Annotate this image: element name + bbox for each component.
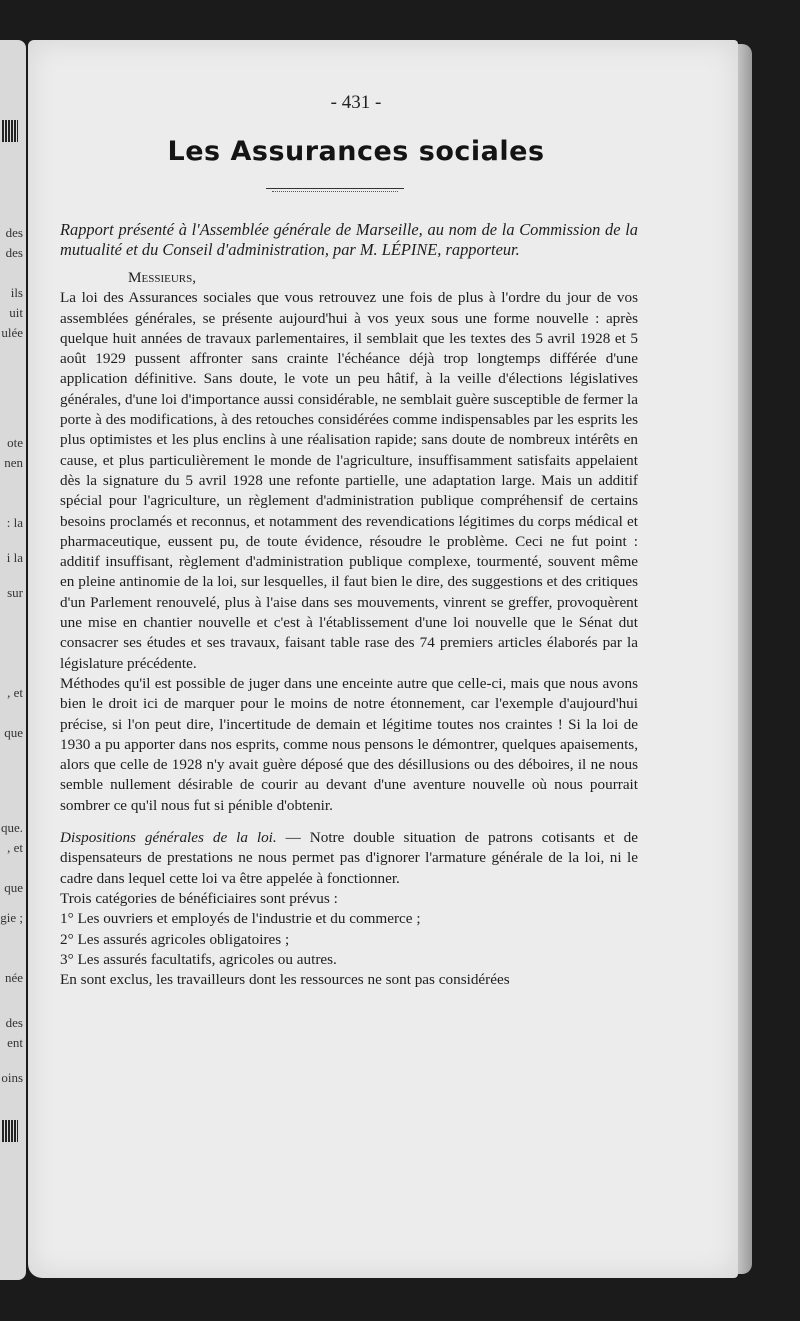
left-page-fragment: oins <box>1 1070 23 1085</box>
left-page-fragment: , et <box>7 685 23 700</box>
categories-intro: Trois catégories de bénéficiaires sont prévus : <box>60 889 338 907</box>
left-page-fragment: sur <box>7 585 23 600</box>
title-rule-dotted <box>272 191 398 192</box>
last-line: En sont exclus, les travailleurs dont les ressources ne sont pas considérées <box>60 971 510 989</box>
body-text <box>60 220 638 990</box>
left-page-fragment: ote <box>7 435 23 450</box>
left-page-fragment: que <box>4 725 23 740</box>
page-title: Les Assurances sociales <box>167 136 545 167</box>
printer-mark <box>2 1120 18 1142</box>
adjacent-page-edge <box>0 40 26 1280</box>
left-page-fragment: née <box>4 970 23 985</box>
title-rule <box>266 188 404 189</box>
left-page-fragment: : la <box>6 515 23 530</box>
left-page-fragment: des <box>5 225 23 240</box>
page-number: - 431 - <box>330 92 382 113</box>
left-page-fragment: ils <box>10 285 23 300</box>
left-page-fragment: que <box>4 880 23 895</box>
left-page-fragment: que. <box>0 820 23 835</box>
left-page-fragment: gie ; <box>0 910 23 925</box>
left-page-fragment: ent <box>7 1035 23 1050</box>
left-page-fragment: des <box>5 245 23 260</box>
printer-mark <box>2 120 18 142</box>
salutation: Messieurs, <box>128 269 197 286</box>
paragraph-2: Méthodes qu'il est possible de juger dans une enceinte autre que celle-ci, mais que nous avons bien le droit ici de marquer pour le moins de notre étonnement, car l'exemple d'aujourd'hui précise, si l'on peut dire, l'incertitude de demain et légitime toutes nos craintes ! Si la loi de 1930 a pu apporter dans nos esprits, comme nous pensons le démontrer, quelques apaisements, alors que celle de 1928 n'y avait guère déposé que des désillusions ou des déboires, il ne nous semble nullement désirable de courir au devant d'une aventure nouvelle où nous pourrait sombrer ce qu'il nous fut si pénible d'obtenir. <box>60 674 638 814</box>
left-page-fragment: , et <box>7 840 23 855</box>
section-heading: Dispositions générales de la loi. <box>60 829 277 847</box>
report-subtitle: Rapport présenté à l'Assemblée générale de Marseille, au nom de la Commission de la mutualité et du Conseil d'administration, par M. LÉPINE, rapporteur. <box>60 220 638 259</box>
section-text: — Notre double situation de patrons cotisants et de dispensateurs de prestations ne nous permet pas d'ignorer l'armature générale de la loi, ni le cadre dans lequel cette loi va être appelée à fonctionner. <box>60 829 638 887</box>
list-item: 2° Les assurés agricoles obligatoires ; <box>60 930 290 948</box>
document-page <box>28 40 738 1278</box>
left-page-fragment: ulée <box>1 325 23 340</box>
list-item: 3° Les assurés facultatifs, agricoles ou autres. <box>60 950 337 968</box>
paragraph-1: La loi des Assurances sociales que vous retrouvez une fois de plus à l'ordre du jour de vos assemblées générales, se présente aujourd'hui à vos yeux sous une forme nouvelle : après quelque huit années de travaux parlementaires, il semblait que les textes des 5 avril 1928 et 5 août 1929 pussent affronter sans crainte l'échéance déjà trop longtemps différée d'une application définitive. Sans doute, le vote un peu hâtif, à la veille d'élections législatives générales, d'une loi d'importance aussi considérable, ne semblait guère susceptible de fermer la porte à des modifications, à des retouches considérées comme indispensables par les esprits les plus optimistes et les plus enclins à une réalisation rapide; sans doute de nombreux intérêts en cause, et plus particulièrement le monde de l'agriculture, insuffisamment satisfaits appelaient dès la signature du 5 avril 1928 une refonte partielle, une adaptation large. Mais un additif spécial pour l'agriculture, un règlement d'administration publique compréhensif de certains besoins proclamés et reconnus, et notamment des revendications légitimes du corps médical et pharmaceutique, eussent pu, de toute évidence, résoudre le problème. Ceci ne fut point : additif insuffisant, règlement d'administration publique complexe, tourmenté, souvent même en pleine antinomie de la loi, sur lesquelles, il faut bien le dire, des suggestions et des critiques d'un Parlement renouvelé, plus à l'aise dans ses mouvements, vinrent se greffer, provoquèrent une mise en chantier nouvelle et c'est à l'établissement d'une loi nouvelle que le Sénat dut consacrer ses études et ses travaux, faisant table rase des 74 premiers articles élaborés par la législature précédente. <box>60 289 638 672</box>
section-paragraph <box>60 828 638 889</box>
left-page-fragment: des <box>5 1015 23 1030</box>
left-page-fragment: nen <box>4 455 23 470</box>
list-item: 1° Les ouvriers et employés de l'industrie et du commerce ; <box>60 910 421 928</box>
left-page-fragment: i la <box>6 550 23 565</box>
left-page-fragment: uit <box>9 305 23 320</box>
categories-list <box>60 909 638 970</box>
